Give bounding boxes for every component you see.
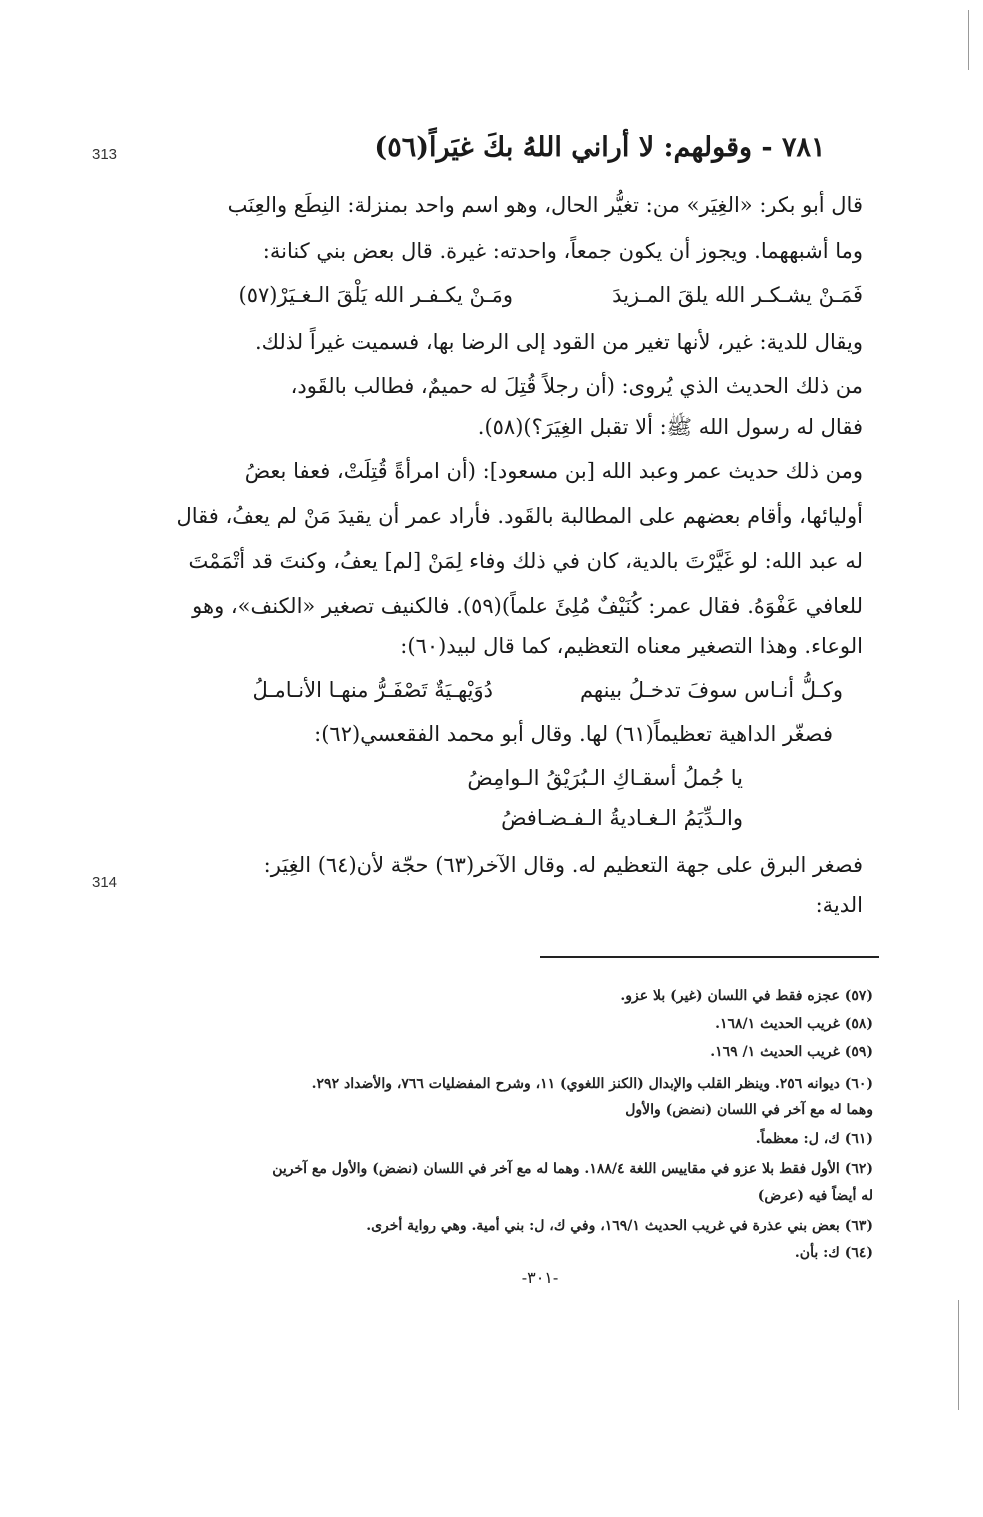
body-line: ومن ذلك حديث عمر وعبد الله [بن مسعود]: (أن امرأةً قُتِلَتْ، فعفا بعضُ — [244, 459, 863, 483]
footnote: (٦٠) ديوانه ٢٥٦. وينظر القلب والإبدال (الكنز اللغوي) ١١، وشرح المفضليات ٧٦٦، والأضداد ٢٩٢. — [311, 1076, 873, 1092]
verse-hemistich-second: ومَـنْ يكـفـر الله يَلْقَ الـغـيَرْ(٥٧) — [238, 283, 513, 307]
rajaz-line: يا جُملُ أسقـاكِ الـبُرَيْقُ الـوامِضُ — [467, 766, 743, 790]
body-line: الوعاء. وهذا التصغير معناه التعظيم، كما قال لبيد(٦٠): — [400, 634, 863, 658]
footnote-continuation: له أيضاً فيه (عرض) — [757, 1188, 873, 1204]
body-line: أوليائها، وأقام بعضهم على المطالبة بالقَود. فأراد عمر أن يقيدَ مَنْ لم يعفُ، فقال — [176, 504, 863, 528]
body-line: ويقال للدية: غير، لأنها تغير من القود إلى الرضا بها، فسميت غيراً لذلك. — [255, 330, 863, 354]
margin-page-number-313: 313 — [92, 146, 118, 163]
footnote: (٥٧) عجزه فقط في اللسان (غير) بلا عزو. — [620, 988, 873, 1004]
scan-artifact — [968, 10, 969, 70]
verse-hemistich-first: فَمَـنْ يشـكـر الله يلقَ المـزيدَ — [612, 283, 863, 307]
verse-hemistich-second: دُوَيْهـيَةٌ تَصْفَـرُّ منهـا الأنـامـلُ — [252, 678, 493, 702]
footnote: (٦٣) بعض بني عذرة في غريب الحديث ١٦٩/١، وفي ك، ل: بني أمية. وهي رواية أخرى. — [366, 1218, 873, 1234]
body-line: له عبد الله: لو غَيَّرْتَ بالدية، كان في ذلك وفاء لِمَنْ [لم] يعفُ، وكنتَ قد أتْمَمْتَ — [188, 549, 863, 573]
footnote-separator — [540, 956, 879, 958]
folio-page-number: -٣٠١- — [521, 1268, 559, 1287]
footnote: (٦١) ك، ل: معظماً. — [755, 1131, 873, 1147]
scan-artifact — [958, 1300, 959, 1410]
footnote: (٥٩) غريب الحديث ١/ ١٦٩. — [710, 1044, 873, 1060]
body-line: الدية: — [815, 893, 863, 917]
body-line: وما أشبههما. ويجوز أن يكون جمعاً، واحدته: غيرة. قال بعض بني كنانة: — [262, 239, 863, 263]
body-line: للعافي عَفْوَهُ. فقال عمر: كُنَيْفٌ مُلِئَ علماً)(٥٩). فالكنيف تصغير «الكنف»، وهو — [192, 594, 863, 618]
body-line: فقال له رسول الله ﷺ: ألا تقبل الغِيَرَ؟)(٥٨). — [477, 415, 863, 439]
body-line: قال أبو بكر: «الغِيَر» من: تغيُّر الحال، وهو اسم واحد بمنزلة: النِطَع والعِنَب — [227, 193, 863, 217]
footnote-continuation: وهما له مع آخر في اللسان (نضض) والأول — [625, 1102, 873, 1118]
footnote: (٥٨) غريب الحديث ١٦٨/١. — [715, 1016, 873, 1032]
footnote: (٦٢) الأول فقط بلا عزو في مقاييس اللغة ١٨٨/٤. وهما له مع آخر في اللسان (نضض) والأول مع آخرين — [272, 1161, 873, 1177]
footnote: (٦٤) ك: بأن. — [794, 1245, 873, 1261]
body-line: من ذلك الحديث الذي يُروى: (أن رجلاً قُتِلَ له حميمٌ، فطالب بالقَود، — [290, 374, 863, 398]
entry-heading: ٧٨١ - وقولهم: لا أراني اللهُ بكَ غيَراً(٥٦) — [374, 132, 826, 163]
verse-hemistich-first: وكـلُّ أنـاس سوفَ تدخـلُ بينهم — [579, 678, 843, 702]
body-line: فصغر البرق على جهة التعظيم له. وقال الآخر(٦٣) حجّة لأن(٦٤) الغِيَر: — [263, 853, 863, 877]
rajaz-line: والـدِّيَمُ الـغـاديةُ الـفـضـافضُ — [501, 806, 743, 830]
margin-page-number-314: 314 — [92, 874, 118, 891]
body-line: فصغّر الداهية تعظيماً(٦١) لها. وقال أبو محمد الفقعسي(٦٢): — [314, 722, 833, 746]
